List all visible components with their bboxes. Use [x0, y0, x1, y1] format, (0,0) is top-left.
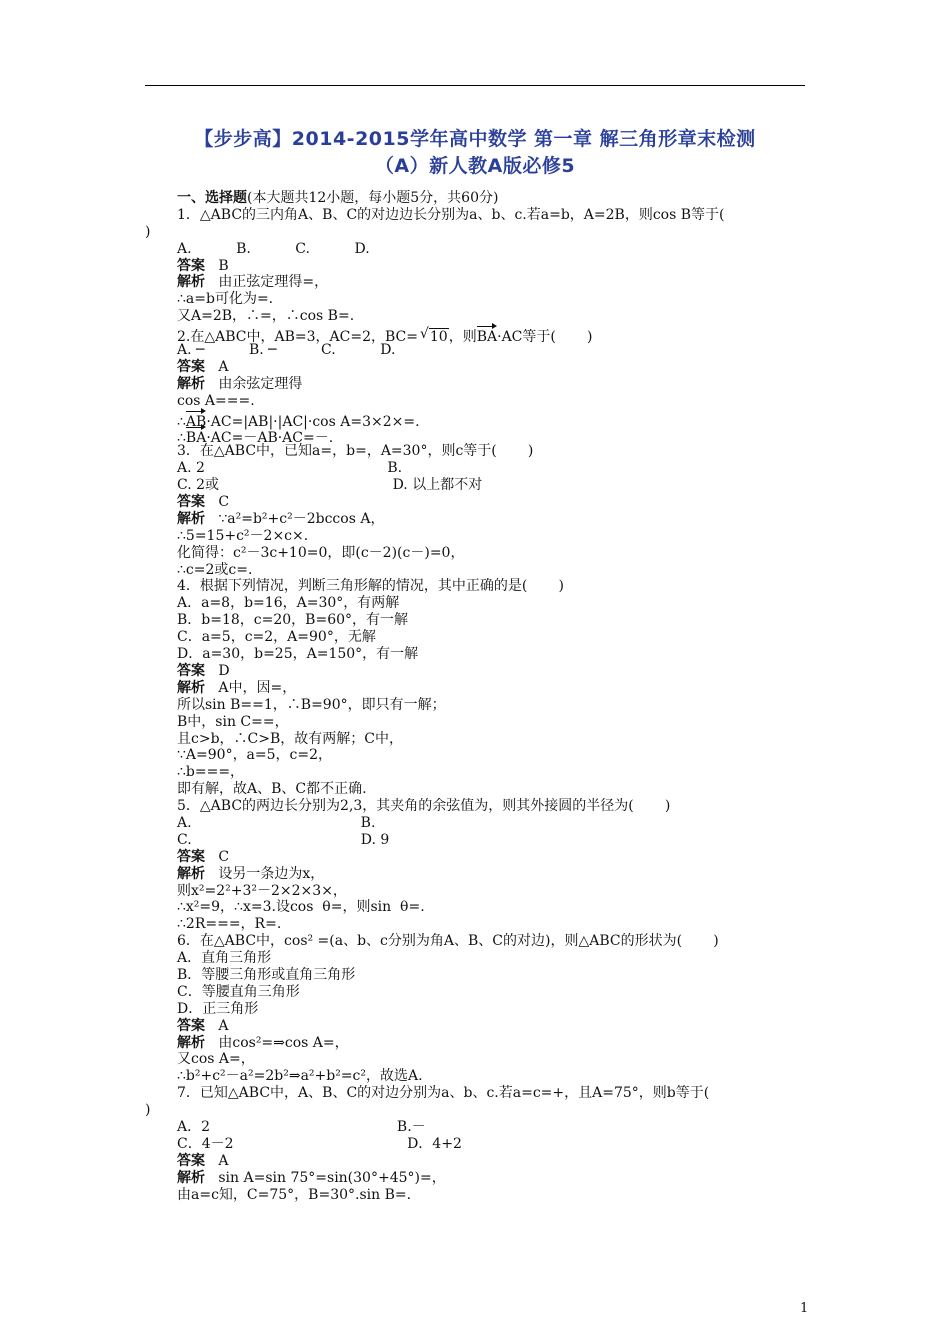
text-line: ∴b===， — [177, 764, 245, 781]
text-line: ∴b²+c²－a²=2b²⇒a²+b²=c²，故选A. — [177, 1068, 423, 1085]
text-line: 答案 A — [177, 1152, 229, 1169]
answer-label: 解析 — [177, 865, 205, 882]
text-line: D．正三角形 — [177, 1000, 259, 1017]
text-line: 又cos A=， — [177, 1051, 255, 1068]
text-line: ∴c=2或c=. — [177, 561, 253, 578]
text-line: 解析 由cos²=⇒cos A=， — [177, 1034, 349, 1051]
header-rule — [145, 85, 805, 86]
text-line: 且c>b，∴C>B，故有两解；C中， — [177, 730, 403, 747]
vector-symbol: BA — [186, 426, 206, 447]
text-line: 即有解，故A、B、C都不正确. — [177, 781, 367, 798]
text-line: 化简得：c²－3c+10=0，即(c－2)(c－)=0， — [177, 544, 465, 561]
doc-title-line1: 【步步高】2014-2015学年高中数学 第一章 解三角形章末检测 — [194, 128, 756, 150]
text-line: 解析 sin A=sin 75°=sin(30°+45°)=， — [177, 1169, 446, 1186]
answer-label: 解析 — [177, 274, 205, 291]
answer-label: 答案 — [177, 494, 205, 511]
text-line: 3．在△ABC中，已知a=，b=，A=30°，则c等于( ) — [177, 443, 534, 460]
text-line: 答案 A — [177, 1017, 229, 1034]
text-line: C．等腰直角三角形 — [177, 983, 300, 1000]
text-line: A. B. — [177, 814, 376, 831]
text-line: C．a=5，c=2，A=90°，无解 — [177, 629, 376, 646]
answer-label: 答案 — [177, 848, 205, 865]
text-line: ) — [145, 223, 151, 240]
page-number: 1 — [800, 1301, 809, 1316]
text-line: 答案 D — [177, 662, 230, 679]
doc-title-line2: （A）新人教A版必修5 — [374, 155, 576, 177]
text-line: 7．已知△ABC中，A、B、C的对边分别为a、b、c.若a=c=+，且A=75°，则b等于( — [177, 1085, 710, 1102]
section-heading: 一、选择题 — [177, 190, 247, 206]
text-line: ∴x²=9，∴x=3.设cos θ=，则sin θ=. — [177, 899, 425, 916]
text-line: B．等腰三角形或直角三角形 — [177, 966, 356, 983]
text-line: cos A===. — [177, 392, 255, 409]
answer-label: 答案 — [177, 1152, 205, 1169]
text-line: 又A=2B，∴=，∴cos B=. — [177, 308, 355, 325]
answer-label: 答案 — [177, 1017, 205, 1034]
answer-label: 解析 — [177, 375, 205, 392]
text-line: 一、选择题(本大题共12小题，每小题5分，共60分) — [177, 190, 499, 206]
text-line: ∴2R===，R=. — [177, 916, 282, 933]
answer-label: 答案 — [177, 662, 205, 679]
text-line: 由a=c知，C=75°，B=30°.sin B=. — [177, 1186, 412, 1203]
text-line: 答案 A — [177, 358, 229, 375]
text-line: 解析 由余弦定理得 — [177, 375, 303, 392]
text-line: A. B. C. D. — [177, 240, 370, 257]
text-line: ∴a=b可化为=. — [177, 291, 274, 308]
text-line: C．4－2 D．4+2 — [177, 1135, 462, 1152]
answer-label: 解析 — [177, 679, 205, 696]
text-line: ∴AB·AC=|AB|·|AC|·cos A=3×2×=. — [145, 410, 810, 427]
document-body — [145, 190, 810, 1203]
text-line: 5．△ABC的两边长分别为2,3，其夹角的余弦值为，则其外接圆的半径为( ) — [177, 798, 671, 815]
text-line: ∴BA·AC=－AB·AC=－. — [145, 426, 810, 443]
text-line: A．a=8，b=16，A=30°，有两解 — [177, 595, 400, 612]
sqrt-expression: √ 10 — [429, 328, 449, 346]
text-line: A．直角三角形 — [177, 950, 272, 967]
text-line: D．a=30，b=25，A=150°，有一解 — [177, 646, 419, 663]
text-line: 解析 由正弦定理得=， — [177, 274, 329, 291]
text-line: 解析 ∵a²=b²+c²－2bccos A， — [177, 510, 385, 527]
text-line: A．2 B.－ — [177, 1118, 426, 1135]
text-line: ∵A=90°，a=5，c=2， — [177, 747, 333, 764]
text-line: 2.在△ABC中，AB=3，AC=2，BC= √ 10，则BA·AC等于( ) — [145, 325, 810, 342]
text-line: ∴5=15+c²－2×c×. — [177, 527, 309, 544]
text-line: 则x²=2²+3²－2×2×3×， — [177, 882, 347, 899]
text-line: ) — [145, 1102, 151, 1119]
text-line: 4．根据下列情况，判断三角形解的情况，其中正确的是( ) — [177, 578, 564, 595]
text-line: 6．在△ABC中，cos² =(a、b、c分别为角A、B、C的对边)，则△ABC的形状为( ) — [177, 933, 719, 950]
text-line: 解析 设另一条边为x， — [177, 865, 325, 882]
text-line: B．b=18，c=20，B=60°，有一解 — [177, 612, 409, 629]
text-line: 答案 C — [177, 848, 230, 865]
text-line: C. D. 9 — [177, 831, 390, 848]
text-line: A. 2 B. — [177, 460, 403, 477]
text-line: 所以sin B==1，∴B=90°，即只有一解； — [177, 696, 446, 713]
answer-label: 解析 — [177, 1034, 205, 1051]
text-line: 1．△ABC的三内角A、B、C的对边边长分别为a、b、c.若a=b，A=2B，则cos B等于( — [177, 206, 725, 223]
answer-label: 答案 — [177, 257, 205, 274]
answer-label: 答案 — [177, 358, 205, 375]
text-line: A. ─ B. ─ C. D. — [177, 342, 396, 359]
answer-label: 解析 — [177, 1169, 205, 1186]
text-line: B中，sin C==， — [177, 713, 289, 730]
text-line: 解析 A中，因=， — [177, 679, 297, 696]
text-line: 答案 C — [177, 494, 230, 511]
vector-symbol: AB — [186, 410, 206, 431]
text-line: 答案 B — [177, 257, 229, 274]
text-line: C. 2或 D. 以上都不对 — [177, 477, 483, 494]
answer-label: 解析 — [177, 510, 205, 527]
vector-symbol: BA — [477, 325, 497, 346]
